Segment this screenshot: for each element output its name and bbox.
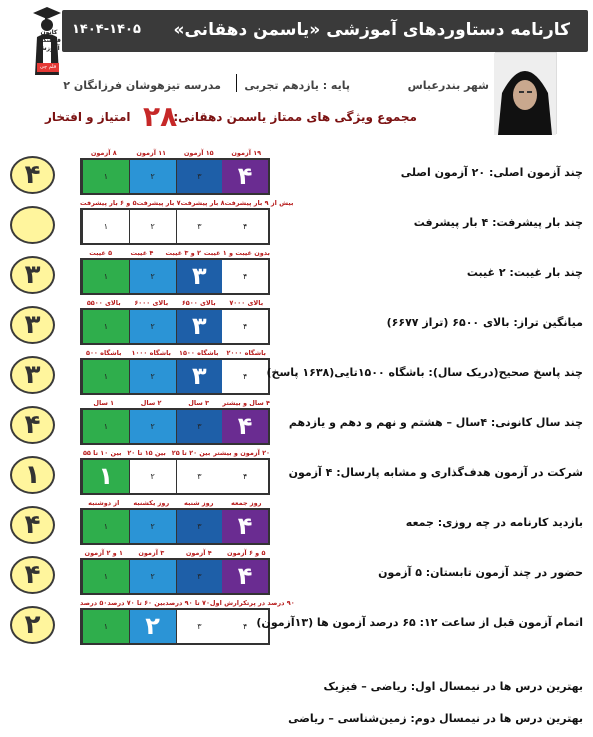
threshold-label: روز یکشنبه	[133, 499, 170, 507]
threshold-label: ۵ و ۶ آزمون	[227, 549, 266, 557]
row-label: اتمام آزمون قبل از ساعت ۱۲: ۶۵ درصد آزمون ها (۱۳آزمون)	[256, 616, 583, 629]
threshold-label: ۸ آزمون	[90, 149, 117, 157]
row-score-badge: ۴	[10, 506, 55, 544]
level-cell: ۴	[222, 410, 268, 443]
threshold-label: ۱ و ۲ آزمون	[84, 549, 123, 557]
level-cell: ۳	[176, 210, 223, 243]
threshold-label: ۱۹ آزمون	[231, 149, 262, 157]
threshold-label: بین ۱۰ تا ۵۵	[82, 449, 122, 457]
student-photo	[495, 52, 557, 134]
level-cells	[80, 608, 270, 645]
student-city: شهر بندرعباس	[407, 79, 489, 92]
row-score-badge: ۴	[10, 156, 55, 194]
level-cell: ۳	[176, 360, 223, 393]
level-cell: ۲	[129, 410, 176, 443]
summary-label: مجموع ویژگی های ممتاز یاسمن دهقانی:	[173, 110, 417, 124]
row-score-badge: ۴	[10, 406, 55, 444]
level-cells	[80, 508, 270, 545]
threshold-label: ۴ سال و بیشتر	[222, 399, 270, 407]
level-cell: ۱	[82, 360, 129, 393]
threshold-label: ۴ آزمون	[185, 549, 212, 557]
level-cell: ۲	[129, 160, 176, 193]
row-label: چند آزمون اصلی: ۲۰ آزمون اصلی	[400, 166, 583, 179]
total-score: ۲۸	[143, 100, 178, 133]
threshold-label: باشگاه ۵۰۰	[85, 349, 122, 357]
level-cells	[80, 458, 270, 495]
level-cell: ۴	[222, 310, 268, 343]
achievement-row	[0, 298, 593, 348]
level-cell: ۲	[129, 310, 176, 343]
threshold-label: ۳ آزمون	[138, 549, 165, 557]
level-cell: ۳	[176, 610, 223, 643]
level-thresholds	[80, 348, 270, 358]
threshold-label: بیش از ۹ بار پیشرفت	[224, 199, 294, 207]
level-thresholds	[80, 398, 270, 408]
threshold-label: ۵ غیبت	[89, 249, 113, 257]
level-cell: ۱	[82, 610, 129, 643]
level-cell: ۳	[176, 510, 223, 543]
level-cells	[80, 158, 270, 195]
level-thresholds	[80, 448, 270, 458]
level-cell: ۴	[222, 510, 268, 543]
level-cell: ۳	[176, 410, 223, 443]
row-label: حضور در چند آزمون تابستان: ۵ آزمون	[378, 566, 583, 579]
threshold-label: بین ۲۰ تا ۲۵	[171, 449, 211, 457]
threshold-label: باشگاه ۱۵۰۰	[179, 349, 219, 357]
threshold-label: ۲ و ۳ غیبت	[165, 249, 201, 257]
achievement-row	[0, 398, 593, 448]
row-label: چند پاسخ صحیح(دریک سال): باشگاه ۱۵۰۰تایی(۱۶۳۸ پاسخ)	[266, 366, 583, 379]
level-cell: ۲	[129, 460, 176, 493]
threshold-label: ۲۰ آزمون و بیشتر	[213, 449, 271, 457]
student-grade: پایه : یازدهم تجربی	[244, 79, 350, 92]
threshold-label: ۲ سال	[140, 399, 162, 407]
threshold-label: ۸ بار پیشرفت	[180, 199, 225, 207]
report-title: کارنامه دستاوردهای آموزشی «یاسمن دهقانی»	[173, 20, 570, 40]
level-thresholds	[80, 548, 270, 558]
level-cell: ۳	[176, 310, 223, 343]
achievement-row	[0, 548, 593, 598]
level-cell: ۱	[82, 260, 129, 293]
level-cell: ۱	[82, 310, 129, 343]
threshold-label: روز جمعه	[231, 499, 262, 507]
level-cell: ۲	[129, 360, 176, 393]
threshold-label: ۷ بار پیشرفت	[136, 199, 181, 207]
achievement-row	[0, 448, 593, 498]
level-cell: ۱	[82, 460, 129, 493]
level-cell: ۲	[129, 560, 176, 593]
threshold-label: بالای ۶۰۰۰	[134, 299, 169, 307]
threshold-label: ۷۰ تا ۹۰ درصد	[165, 599, 210, 607]
achievement-row	[0, 498, 593, 548]
threshold-label: روز شنبه	[184, 499, 214, 507]
row-score-badge: ۳	[10, 306, 55, 344]
score-label: امتیاز و افتخار	[45, 110, 131, 124]
threshold-label: ۱۱ آزمون	[136, 149, 167, 157]
level-cells	[80, 208, 270, 245]
level-cell: ۳	[176, 160, 223, 193]
level-thresholds	[80, 598, 295, 608]
level-cell: ۱	[82, 510, 129, 543]
achievement-row	[0, 148, 593, 198]
row-score-badge: ۱	[10, 456, 55, 494]
level-thresholds	[80, 248, 270, 258]
row-score-badge	[10, 206, 55, 244]
row-label: میانگین تراز: بالای ۶۵۰۰ (تراز ۶۶۷۷)	[386, 316, 583, 329]
row-score-badge: ۴	[10, 556, 55, 594]
level-thresholds	[80, 498, 270, 508]
level-cell: ۴	[222, 610, 268, 643]
level-thresholds	[80, 198, 294, 208]
level-cell: ۴	[222, 460, 268, 493]
level-cell: ۱	[82, 560, 129, 593]
threshold-label: باشگاه ۲۰۰۰	[226, 349, 266, 357]
row-label: چند سال کانونی: ۴سال – هشتم و نهم و دهم و یازدهم	[288, 416, 583, 429]
kanoon-logo	[5, 5, 61, 75]
row-score-badge: ۲	[10, 606, 55, 644]
threshold-label: بین ۱۵ تا ۲۰	[127, 449, 166, 457]
threshold-label: ۱۵ آزمون	[183, 149, 214, 157]
level-cells	[80, 258, 270, 295]
text-cursor	[236, 74, 237, 92]
level-cell: ۲	[129, 510, 176, 543]
achievement-row	[0, 598, 593, 648]
level-cell: ۴	[222, 260, 268, 293]
level-cell: ۳	[176, 260, 223, 293]
student-school: مدرسه تیزهوشان فرزانگان ۲	[63, 79, 221, 92]
level-cell: ۳	[176, 460, 223, 493]
threshold-label: ۴ غیبت	[130, 249, 154, 257]
achievement-row	[0, 348, 593, 398]
row-score-badge: ۳	[10, 256, 55, 294]
threshold-label: بالای ۵۵۰۰	[86, 299, 121, 307]
level-cell: ۳	[176, 560, 223, 593]
logo-badge: قلم چی	[37, 63, 59, 72]
threshold-label: ۳ سال	[188, 399, 209, 407]
threshold-label: ۹۰ درصد در پرتکرارش اول	[209, 599, 295, 607]
logo-text: کانون فرهنگی آموزش	[37, 29, 61, 52]
row-label: چند بار پیشرفت: ۴ بار پیشرفت	[413, 216, 583, 229]
threshold-label: بالای ۷۰۰۰	[229, 299, 264, 307]
level-cell: ۱	[82, 210, 129, 243]
threshold-label: ۵۰ درصد	[80, 599, 108, 607]
level-cells	[80, 308, 270, 345]
level-cell: ۱	[82, 410, 129, 443]
level-cells	[80, 408, 270, 445]
threshold-label: ۱ سال	[93, 399, 115, 407]
level-cell: ۴	[222, 360, 268, 393]
level-cells	[80, 358, 270, 395]
threshold-label: بالای ۶۵۰۰	[181, 299, 216, 307]
level-thresholds	[80, 298, 270, 308]
row-label: چند بار غیبت: ۲ غیبت	[466, 266, 583, 279]
level-cell: ۲	[129, 260, 176, 293]
level-cells	[80, 558, 270, 595]
level-cell: ۴	[222, 560, 268, 593]
row-score-badge: ۳	[10, 356, 55, 394]
row-label: بازدید کارنامه در چه روزی: جمعه	[405, 516, 583, 529]
threshold-label: بین ۶۰ تا ۷۰ درصد	[107, 599, 166, 607]
achievement-row	[0, 248, 593, 298]
level-cell: ۱	[82, 160, 129, 193]
level-cell: ۴	[222, 210, 268, 243]
level-thresholds	[80, 148, 270, 158]
report-years: ۱۴۰۴-۱۴۰۵	[72, 22, 141, 37]
threshold-label: باشگاه ۱۰۰۰	[131, 349, 171, 357]
best-subjects-second: بهترین درس ها در نیمسال دوم: زمین‌شناسی – ریاضی	[288, 712, 583, 725]
achievement-row	[0, 198, 593, 248]
level-cell: ۲	[129, 210, 176, 243]
level-cell: ۴	[222, 160, 268, 193]
row-label: شرکت در آزمون هدف‌گذاری و مشابه پارسال: ۴ آزمون	[288, 466, 583, 479]
report-header	[62, 10, 588, 52]
threshold-label: ۵ و ۶ بار پیشرفت	[80, 199, 137, 207]
level-cell: ۲	[129, 610, 176, 643]
best-subjects-first: بهترین درس ها در نیمسال اول: ریاضی – فیزیک	[323, 680, 583, 693]
threshold-label: از دوشنبه	[88, 499, 120, 507]
threshold-label: بدون غیبت و ۱ غیبت	[203, 249, 270, 257]
